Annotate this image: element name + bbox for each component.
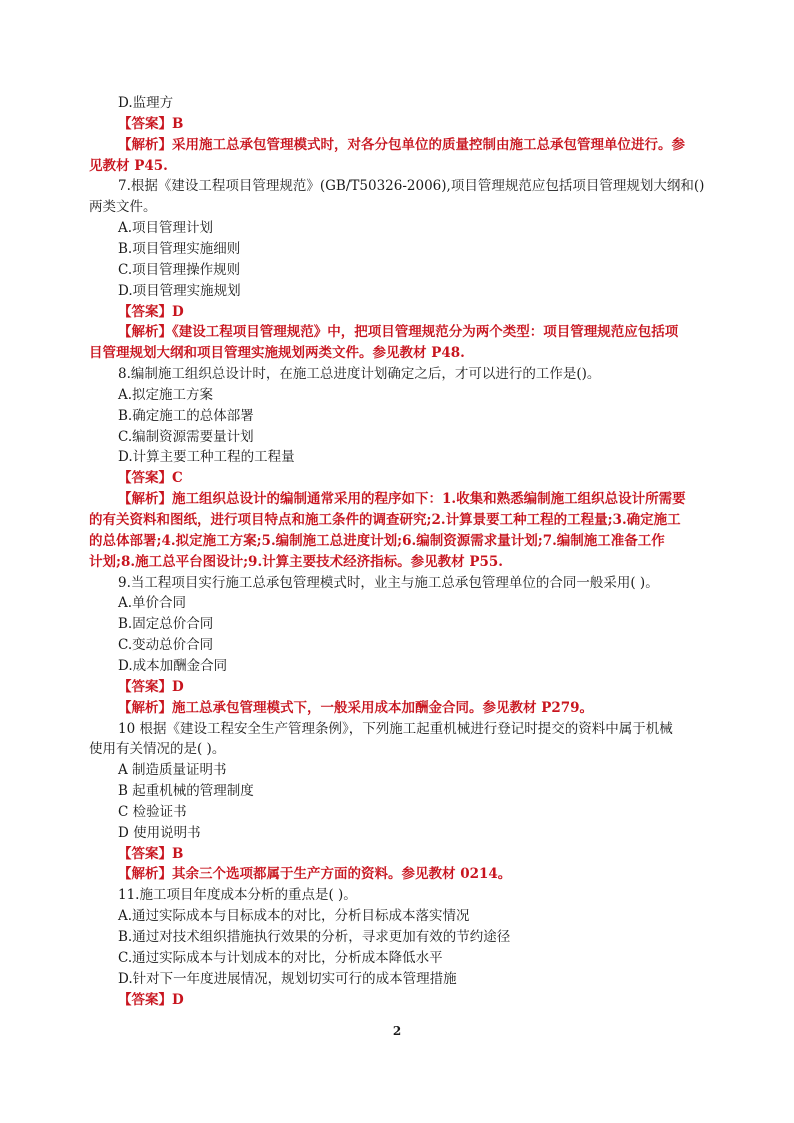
answer-option: B 起重机械的管理制度 [118,783,254,800]
explanation: 【解析】施工总承包管理模式下，一般采用成本加酬金合同。参见教材 P279。 [118,699,594,716]
answer-key: 【答案】B [118,845,184,862]
page-number: 2 [392,1024,402,1038]
explanation: 【解析】《建设工程项目管理规范》中，把项目管理规范分为两个类型：项目管理规范应包括项 [118,324,679,341]
answer-option: A.拟定施工方案 [118,386,214,403]
answer-option: B.确定施工的总体部署 [118,407,254,424]
answer-option: B.固定总价合同 [118,616,214,633]
answer-option: A.单价合同 [118,595,187,612]
answer-option: C 检验证书 [118,803,187,820]
question: 11.施工项目年度成本分析的重点是( )。 [118,887,357,904]
explanation-continued: 计划;8.施工总平台图设计;9.计算主要技术经济指标。参见教材 P55. [89,553,503,570]
question-continued: 使用有关情况的是( )。 [89,741,226,758]
answer-option: C.编制资源需要量计划 [118,428,254,445]
answer-option: C.项目管理操作规则 [118,261,241,278]
answer-option: D 使用说明书 [118,824,201,841]
answer-option: D.监理方 [118,95,174,111]
answer-option: A 制造质量证明书 [118,762,227,779]
answer-option: A.通过实际成本与目标成本的对比，分析目标成本落实情况 [118,908,470,925]
explanation-continued: 目管理规划大纲和项目管理实施规划两类文件。参见教材 P48. [89,345,465,362]
answer-key: 【答案】D [118,991,184,1008]
explanation-continued: 的有关资料和图纸，进行项目特点和施工条件的调查研究;2.计算景要工种工程的工程量;3.确定施工 [89,512,681,528]
answer-key: 【答案】D [118,678,184,695]
explanation: 【解析】施工组织总设计的编制通常采用的程序如下：1.收集和熟悉编制施工组织总设计所需要 [118,491,686,508]
answer-key: 【答案】C [118,470,183,487]
explanation-continued: 的总体部署;4.拟定施工方案;5.编制施工总进度计划;6.编制资源需求量计划;7.编制施工准备工作 [89,532,665,549]
explanation: 【解析】采用施工总承包管理模式时，对各分包单位的质量控制由施工总承包管理单位进行。参 [118,136,685,153]
answer-option: D.成本加酬金合同 [118,657,228,674]
explanation: 【解析】其余三个选项都属于生产方面的资料。参见教材 0214。 [118,866,512,883]
question: 8.编制施工组织总设计时，在施工总进度计划确定之后，才可以进行的工作是()。 [118,366,601,383]
answer-option: D.计算主要工种工程的工程量 [118,449,295,466]
question: 10 根据《建设工程安全生产管理条例》，下列施工起重机械进行登记时提交的资料中属于机械 [118,720,673,737]
question: 9.当工程项目实行施工总承包管理模式时，业主与施工总承包管理单位的合同一般采用( )。 [118,574,659,591]
answer-option: D.项目管理实施规划 [118,282,241,299]
answer-option: D.针对下一年度进展情况，规划切实可行的成本管理措施 [118,970,457,987]
answer-option: C.通过实际成本与计划成本的对比，分析成本降低水平 [118,949,443,966]
answer-option: B.项目管理实施细则 [118,240,241,257]
answer-key: 【答案】D [118,303,184,320]
answer-option: B.通过对技术组织措施执行效果的分析，寻求更加有效的节约途径 [118,929,511,945]
answer-option: A.项目管理计划 [118,220,214,237]
explanation-continued: 见教材 P45. [89,157,168,174]
answer-key: 【答案】B [118,115,184,132]
question-continued: 两类文件。 [89,199,157,216]
answer-option: C.变动总价合同 [118,637,214,654]
question: 7.根据《建设工程项目管理规范》(GB/T50326-2006),项目管理规范应包括项目管理规划大纲和() [118,178,705,195]
